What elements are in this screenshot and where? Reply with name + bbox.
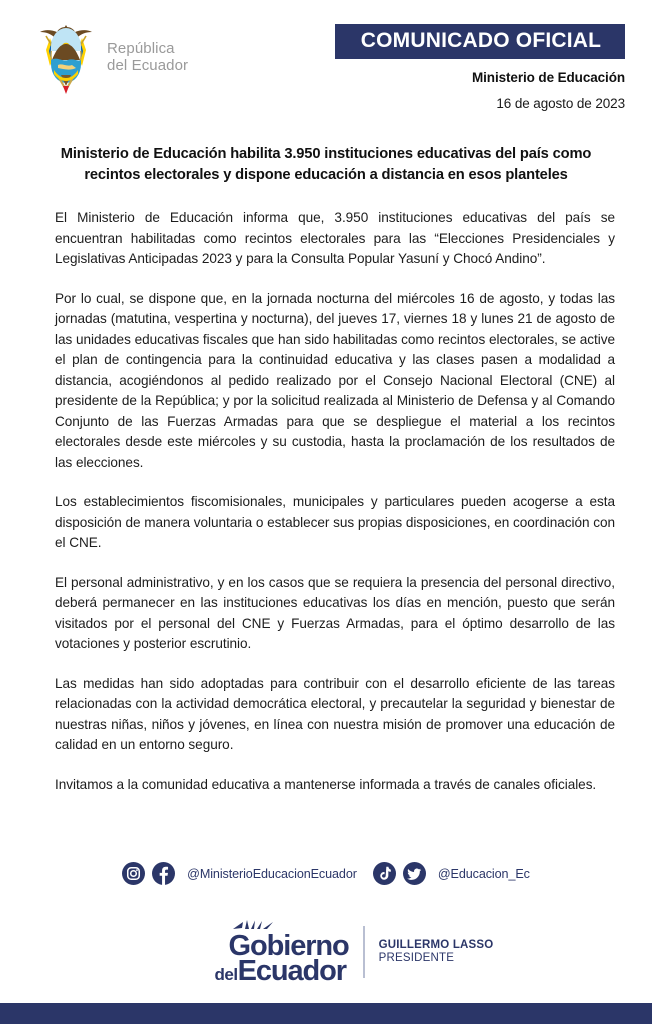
president-name: GUILLERMO LASSO <box>378 939 494 951</box>
social-media-row <box>0 862 652 885</box>
government-logo-block <box>0 918 652 986</box>
instagram-icon[interactable] <box>122 862 145 885</box>
bottom-accent-bar <box>0 1003 652 1024</box>
gobierno-del-ecuador-logo <box>215 918 349 986</box>
president-role: PRESIDENTE <box>378 952 455 964</box>
paragraph: Las medidas han sido adoptadas para contribuir con el desarrollo eficiente de las tareas relacionadas con la actividad democrática electoral, y precautelar la seguridad y bienestar de nuestras niñas, niños y jóvenes, en línea con nuestra misión de promover una educación de calidad en un entorno seguro. <box>55 675 615 752</box>
document-header <box>0 0 652 122</box>
paragraph: Invitamos a la comunidad educativa a mantenerse informada a través de canales oficiales. <box>55 776 597 792</box>
social-handle-primary: @MinisterioEducacionEcuador <box>187 866 357 881</box>
del-ecuador-word <box>215 957 349 986</box>
del-word: del <box>214 965 238 984</box>
republic-brand <box>34 20 188 100</box>
coat-of-arms-icon <box>34 20 98 100</box>
twitter-icon[interactable] <box>403 862 426 885</box>
tiktok-icon[interactable] <box>373 862 396 885</box>
gobierno-word: Gobierno <box>228 930 349 962</box>
document-body <box>55 208 615 795</box>
ecuador-word: Ecuador <box>237 955 346 987</box>
social-handle-secondary: @Educacion_Ec <box>437 866 530 881</box>
logo-divider <box>363 926 365 978</box>
paragraph: Los establecimientos fiscomisionales, municipales y particulares pueden acogerse a esta disposición de manera voluntaria o establecer sus propias disposiciones, en coordinación con el CNE. <box>55 494 615 550</box>
header-right-block <box>335 24 625 111</box>
paragraph: El personal administrativo, y en los casos que se requiera la presencia del personal directivo, deberá permanecer en las instituciones educativas los días en mención, puesto que serán visitados por el personal del CNE y Fuerzas Armadas, para el óptimo desarrollo de las votaciones y posterior escrutinio. <box>55 574 615 651</box>
brand-line-1: República <box>107 40 175 57</box>
official-communique-banner: COMUNICADO OFICIAL <box>335 24 625 59</box>
republic-brand-label <box>107 40 188 80</box>
brand-line-2: del Ecuador <box>107 57 189 74</box>
paragraph: El Ministerio de Educación informa que, 3.950 instituciones educativas del país se encuentran habilitadas como recintos electorales para las “Elecciones Presidenciales y Legislativas Anticipadas 2023 y para la Consulta Popular Yasuní y Chocó Andino”. <box>55 210 615 266</box>
page-title: Ministerio de Educación habilita 3.950 instituciones educativas del país como recintos electorales y dispone educación a distancia en esos planteles <box>60 146 592 183</box>
document-date: 16 de agosto de 2023 <box>496 96 625 111</box>
president-block <box>379 939 494 965</box>
ministry-label: Ministerio de Educación <box>472 70 625 85</box>
facebook-icon[interactable] <box>152 862 175 885</box>
paragraph: Por lo cual, se dispone que, en la jornada nocturna del miércoles 16 de agosto, y todas las jornadas (matutina, vespertina y nocturna), del jueves 17, viernes 18 y lunes 21 de agosto de las unidades educativas fiscales que han sido habilitadas como recintos electorales, se active el plan de contingencia para la continuidad educativa y las clases pasen a modalidad a distancia, acogiéndonos al pedido realizado por el Consejo Nacional Electoral (CNE) al presidente de la República; y por la solicitud realizada al Ministerio de Defensa y al Comando Conjunto de las Fuerzas Armadas para que se despliegue el material a los recintos electorales desde este miércoles y su custodia, hasta la proclamación de los resultados de las elecciones. <box>55 290 615 470</box>
